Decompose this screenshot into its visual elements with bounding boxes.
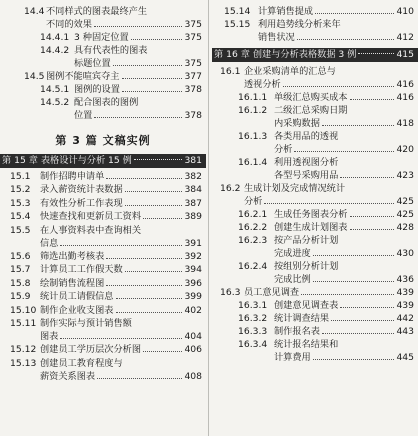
toc-entry-number: 14.4: [24, 6, 45, 17]
toc-entry-title: 3 种固定位置: [74, 32, 129, 43]
toc-entry-number: 15.6: [10, 250, 31, 262]
toc-entry-title: 图例不能喧宾夺主: [46, 71, 120, 82]
dot-leader: [60, 245, 182, 246]
toc-entry-number: 16.3: [220, 287, 241, 298]
toc-entry-number: 16.1: [220, 66, 241, 77]
toc-entry[interactable]: [0, 343, 206, 356]
toc-entry-title: 不同样式的图表最终产生: [46, 6, 148, 17]
toc-entry[interactable]: [212, 325, 418, 338]
toc-entry-number: 16.2.2: [238, 222, 268, 233]
toc-page-number: 394: [184, 264, 202, 276]
toc-entry-title: 不同的效果: [46, 19, 92, 30]
toc-page-number: 439: [396, 300, 414, 311]
toc-entry[interactable]: [212, 104, 418, 130]
toc-entry-number: 15.5: [10, 224, 31, 236]
toc-page-number: 378: [184, 110, 202, 121]
toc-entry-title: 录入薪资统计表数据: [40, 184, 123, 196]
toc-entry-title: 创建生成计划图表: [274, 222, 348, 233]
toc-entry-title: 透视分析: [244, 79, 281, 90]
toc-entry-title: 完成比例: [274, 274, 311, 285]
toc-entry-title: 完成进度: [274, 248, 311, 259]
dot-leader: [143, 351, 182, 352]
toc-entry-title: 统计员工请假信息: [40, 291, 114, 303]
toc-entry-title: 筛选出勤考核表: [40, 250, 105, 262]
toc-page-number: 396: [184, 277, 202, 289]
dot-leader: [106, 178, 182, 179]
toc-page-number: 430: [396, 248, 414, 259]
toc-entry-title: 图表: [40, 330, 59, 342]
dot-leader: [264, 203, 394, 204]
dot-leader: [350, 99, 395, 100]
dot-leader: [313, 255, 395, 256]
dot-leader: [283, 86, 395, 87]
toc-entry-number: 16.2.4: [238, 261, 268, 272]
toc-page-number: 416: [396, 92, 414, 103]
toc-page-number: 425: [396, 196, 414, 207]
dot-leader: [106, 285, 182, 286]
toc-entry[interactable]: [212, 18, 418, 44]
toc-entry[interactable]: [212, 208, 418, 221]
toc-entry-number: 14.4.1: [40, 32, 70, 43]
toc-entry[interactable]: [0, 96, 206, 122]
toc-entry-number: 16.1.3: [238, 131, 268, 142]
dot-leader: [340, 307, 394, 308]
dot-leader: [97, 378, 182, 379]
dot-leader: [331, 320, 394, 321]
toc-entry[interactable]: [0, 277, 206, 290]
dot-leader: [350, 216, 395, 217]
toc-left-column: [0, 0, 206, 383]
toc-page-number: 392: [184, 250, 202, 262]
dot-leader: [358, 53, 394, 54]
toc-entry-title: 制作实际与预计销售额: [40, 317, 132, 329]
dot-leader: [315, 13, 394, 14]
toc-entry-title: 按组别分析计划: [274, 261, 339, 272]
toc-entry-title: 标题位置: [74, 58, 111, 69]
toc-page-number: 404: [184, 330, 202, 342]
toc-entry-number: 16.2.1: [238, 209, 268, 220]
toc-entry[interactable]: [0, 183, 206, 196]
toc-entry[interactable]: [0, 170, 206, 183]
toc-entry-title: 创建员工教育程度与: [40, 357, 123, 369]
toc-entry-number: 15.7: [10, 264, 31, 276]
toc-entry-title: 利用透视图分析: [274, 157, 339, 168]
toc-entry[interactable]: [212, 156, 418, 182]
dot-leader: [122, 91, 183, 92]
toc-entry[interactable]: [0, 304, 206, 317]
dot-leader: [94, 26, 183, 27]
toc-entry-title: 创建意见调查表: [274, 300, 339, 311]
toc-page-number: 375: [184, 19, 202, 30]
toc-page-number: 425: [396, 209, 414, 220]
toc-entry-number: 14.5.2: [40, 97, 70, 108]
toc-entry-title: 计算员工工作假天数: [40, 264, 123, 276]
toc-page-number: 408: [184, 370, 202, 382]
toc-page-number: 399: [184, 291, 202, 303]
toc-entry-title: 统计调查结果: [274, 313, 330, 324]
toc-page-number: 445: [396, 352, 414, 363]
toc-entry-title: 制作报名表: [274, 326, 320, 337]
column-divider: [208, 0, 209, 436]
chapter-page-number: 415: [396, 49, 414, 60]
toc-page-number: 443: [396, 326, 414, 337]
toc-entry-number: 16.3.4: [238, 339, 268, 350]
dot-leader: [143, 218, 182, 219]
toc-page-number: 375: [184, 32, 202, 43]
toc-entry[interactable]: [0, 250, 206, 263]
toc-entry-title: 位置: [74, 110, 93, 121]
dot-leader: [322, 333, 395, 334]
toc-entry[interactable]: [0, 357, 206, 383]
toc-page-number: 423: [396, 170, 414, 181]
dot-leader: [122, 78, 183, 79]
toc-entry-title: 单级汇总购买成本: [274, 92, 348, 103]
dot-leader: [313, 281, 395, 282]
toc-page-number: 439: [396, 287, 414, 298]
toc-entry[interactable]: [212, 221, 418, 234]
toc-entry-number: 14.5: [24, 71, 45, 82]
dot-leader: [116, 298, 183, 299]
toc-entry-title: 分析: [244, 196, 263, 207]
toc-entry[interactable]: [0, 263, 206, 276]
toc-entry-title: 二级汇总采购日期: [274, 105, 348, 116]
toc-entry[interactable]: [0, 197, 206, 210]
toc-entry[interactable]: [212, 182, 418, 208]
toc-entry-number: 15.13: [10, 357, 37, 369]
dot-leader: [60, 338, 182, 339]
toc-entry-number: 16.3.3: [238, 326, 268, 337]
toc-entry-number: 15.1: [10, 171, 31, 182]
toc-entry-title: 各型号采购用品: [274, 170, 339, 181]
toc-entry-title: 制作企业收支图表: [40, 304, 114, 316]
toc-entry-title: 按产品分析计划: [274, 235, 339, 246]
toc-entry-number: 15.9: [10, 291, 31, 303]
toc-page-number: 387: [184, 197, 202, 209]
toc-page-number: 384: [184, 184, 202, 196]
toc-entry-title: 信息: [40, 237, 59, 249]
toc-page-number: 442: [396, 313, 414, 324]
toc-entry-number: 15.2: [10, 184, 31, 196]
toc-entry-title: 制作招聘申请单: [40, 171, 105, 182]
dot-leader: [297, 39, 395, 40]
toc-entry[interactable]: [0, 224, 206, 250]
toc-entry-title: 薪资关系图表: [40, 370, 96, 382]
toc-entry[interactable]: [0, 70, 206, 83]
toc-entry-number: 15.11: [10, 317, 37, 329]
toc-entry-title: 内采购数据: [274, 118, 320, 129]
toc-entry-title: 利用趋势线分析来年: [258, 19, 341, 30]
toc-entry[interactable]: [0, 210, 206, 223]
chapter-title: 第 15 章 表格设计与分析 15 例: [2, 155, 132, 166]
toc-page-number: 418: [396, 118, 414, 129]
chapter-heading[interactable]: [0, 154, 206, 168]
toc-entry-number: 15.4: [10, 211, 31, 223]
dot-leader: [125, 191, 183, 192]
toc-entry-title: 配合图表的图例: [74, 97, 139, 108]
dot-leader: [294, 151, 394, 152]
toc-entry[interactable]: [212, 338, 418, 364]
toc-entry-title: 在人事资料表中查询相关: [40, 224, 142, 236]
toc-entry[interactable]: [0, 290, 206, 303]
toc-entry-title: 具有代表性的图表: [74, 45, 148, 56]
toc-page-number: 375: [184, 58, 202, 69]
toc-page-number: 416: [396, 79, 414, 90]
toc-entry[interactable]: [0, 44, 206, 70]
toc-page-number: 428: [396, 222, 414, 233]
toc-entry-number: 16.2.3: [238, 235, 268, 246]
dot-leader: [322, 125, 395, 126]
toc-entry-title: 统计报名结果和: [274, 339, 339, 350]
toc-page-number: 406: [184, 344, 202, 356]
toc-entry-title: 生成计划及完成情况统计: [244, 183, 346, 194]
toc-page-number: 389: [184, 211, 202, 223]
dot-leader: [134, 159, 183, 160]
dot-leader: [106, 258, 182, 259]
toc-entry-number: 15.3: [10, 197, 31, 209]
toc-entry-number: 14.4.2: [40, 45, 70, 56]
toc-page-number: 412: [396, 32, 414, 43]
toc-page-number: 382: [184, 171, 202, 182]
dot-leader: [350, 229, 395, 230]
toc-entry[interactable]: [212, 91, 418, 104]
toc-entry[interactable]: [0, 5, 206, 31]
toc-entry-title: 图例的设置: [74, 84, 120, 95]
dot-leader: [313, 359, 395, 360]
toc-entry[interactable]: [212, 5, 418, 18]
toc-entry-number: 16.1.1: [238, 92, 268, 103]
toc-page-number: 391: [184, 237, 202, 249]
toc-entry[interactable]: [212, 65, 418, 91]
toc-entry-number: 16.1.2: [238, 105, 268, 116]
toc-entry-title: 员工意见调查: [244, 287, 300, 298]
toc-entry[interactable]: [212, 299, 418, 312]
toc-page-number: 410: [396, 6, 414, 17]
dot-leader: [340, 177, 394, 178]
toc-entry-title: 销售状况: [258, 32, 295, 43]
chapter-page-number: 381: [184, 155, 202, 166]
dot-leader: [125, 205, 183, 206]
toc-entry-number: 15.8: [10, 277, 31, 289]
toc-entry-title: 有效性分析工作表现: [40, 197, 123, 209]
dot-leader: [125, 271, 183, 272]
toc-entry-title: 分析: [274, 144, 293, 155]
dot-leader: [131, 39, 183, 40]
toc-entry-title: 计算销售提成: [258, 6, 314, 17]
toc-page-number: 378: [184, 84, 202, 95]
toc-entry[interactable]: [0, 31, 206, 44]
toc-entry-number: 16.3.1: [238, 300, 268, 311]
toc-entry[interactable]: [212, 286, 418, 299]
toc-entry-title: 生成任务图表分析: [274, 209, 348, 220]
toc-entry-title: 企业采购清单的汇总与: [244, 66, 336, 77]
chapter-title: 第 16 章 创建与分析表格数据 3 例: [214, 49, 357, 60]
toc-entry-title: 各类用品的透视: [274, 131, 339, 142]
toc-right-column: [212, 0, 418, 364]
toc-entry[interactable]: [212, 312, 418, 325]
toc-entry[interactable]: [212, 234, 418, 260]
dot-leader: [94, 117, 182, 118]
dot-leader: [113, 65, 183, 66]
toc-page-number: 377: [184, 71, 202, 82]
toc-entry[interactable]: [0, 83, 206, 96]
toc-entry[interactable]: [212, 260, 418, 286]
toc-entry-title: 快速查找和更新员工资料: [40, 211, 142, 223]
part-title: 第 3 篇 文稿实例: [55, 134, 151, 147]
toc-entry-number: 15.14: [224, 6, 251, 17]
toc-entry-title: 绘制销售流程图: [40, 277, 105, 289]
toc-entry[interactable]: [0, 317, 206, 343]
toc-entry-number: 16.1.4: [238, 157, 268, 168]
toc-entry-number: 14.5.1: [40, 84, 70, 95]
chapter-heading[interactable]: [212, 48, 418, 62]
toc-entry-title: 计算费用: [274, 352, 311, 363]
toc-entry-number: 15.10: [10, 304, 37, 316]
toc-entry[interactable]: [212, 130, 418, 156]
toc-entry-number: 15.12: [10, 344, 37, 356]
dot-leader: [301, 294, 394, 295]
toc-page-number: 402: [184, 304, 202, 316]
toc-entry-number: 16.2: [220, 183, 241, 194]
toc-page-number: 420: [396, 144, 414, 155]
dot-leader: [116, 312, 183, 313]
toc-page-number: 436: [396, 274, 414, 285]
toc-entry-number: 15.15: [224, 19, 251, 30]
toc-entry-number: 16.3.2: [238, 313, 268, 324]
toc-entry-title: 创建员工学历层次分析图: [40, 344, 142, 356]
